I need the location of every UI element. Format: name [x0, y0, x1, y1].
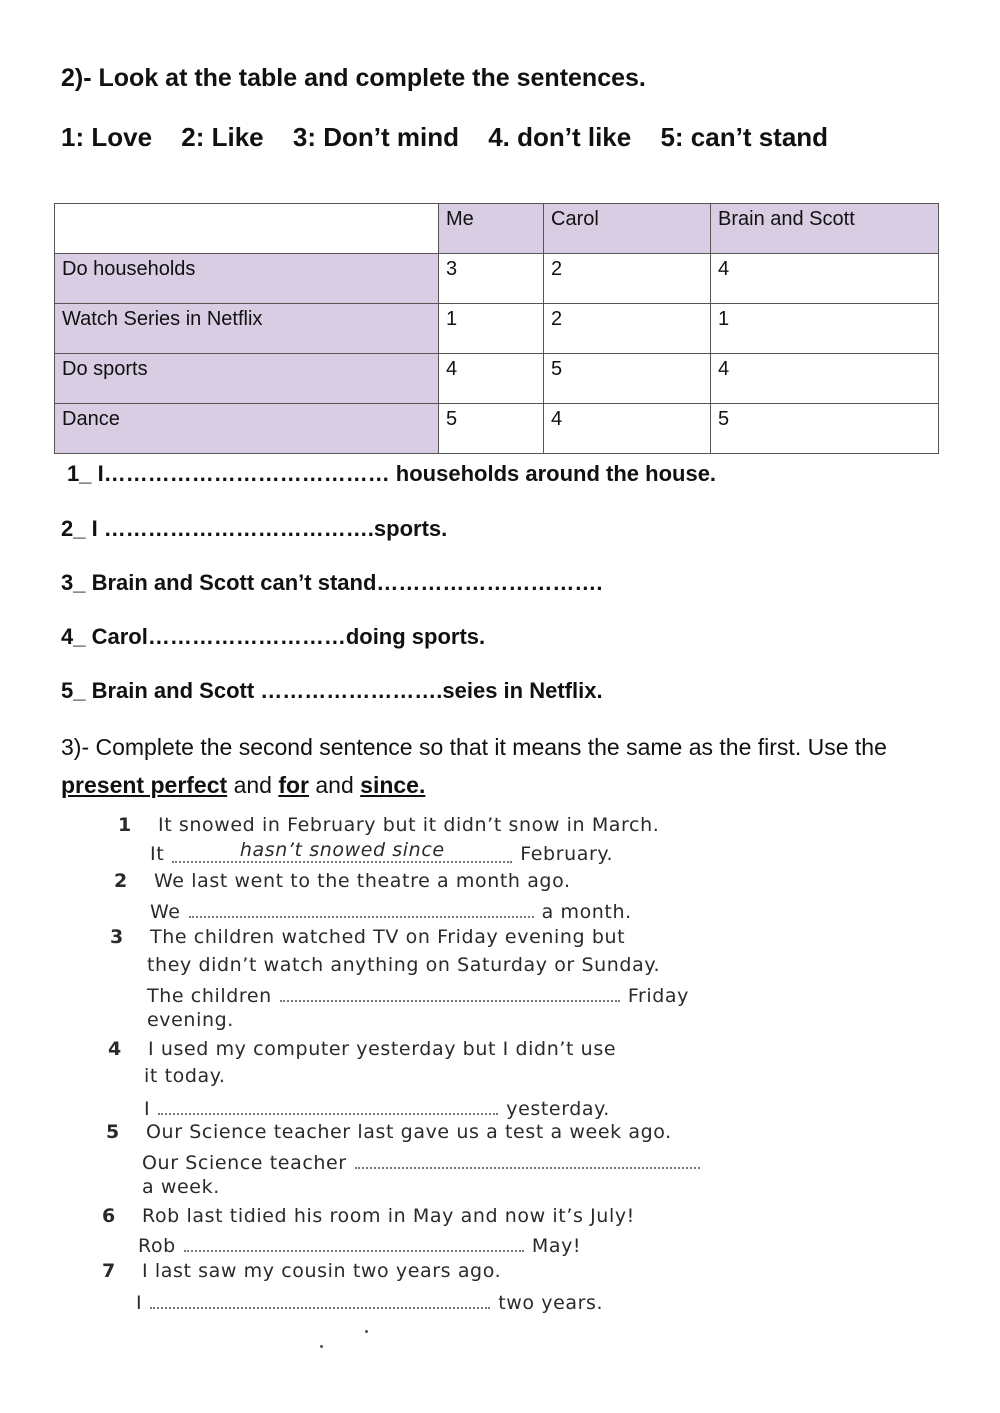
- exercise-end: Friday: [627, 985, 689, 1007]
- exercise-3-completion-cont: [147, 1009, 234, 1031]
- exercise-original: they didn’t watch anything on Saturday or Sunday.: [147, 954, 661, 976]
- table-cell: 4: [544, 404, 711, 454]
- rating-key: [61, 122, 850, 153]
- exercise-number: 4: [108, 1038, 122, 1060]
- exercise-original: The children watched TV on Friday evening but: [150, 926, 626, 948]
- exercise-7-original: [102, 1260, 501, 1282]
- exercise-original: We last went to the theatre a month ago.: [154, 870, 571, 892]
- answer-blank[interactable]: [158, 1095, 498, 1115]
- connector-and: and: [315, 772, 354, 798]
- scan-speck: [320, 1345, 323, 1348]
- exercise-2-completion: [150, 898, 632, 923]
- exercise-original: Our Science teacher last gave us a test a week ago.: [146, 1121, 672, 1143]
- exercise-start: I: [144, 1098, 151, 1120]
- exercise-number: 6: [102, 1205, 116, 1227]
- table-row: [55, 254, 939, 304]
- key-dont-like: 4. don’t like: [488, 122, 632, 152]
- table-cell: 5: [439, 404, 544, 454]
- exercise-number: 2: [114, 870, 128, 892]
- table-cell: 2: [544, 304, 711, 354]
- table-cell: 4: [711, 354, 939, 404]
- keyword-for: for: [278, 772, 309, 798]
- exercise-3-original-cont: [147, 954, 660, 976]
- answer-blank[interactable]: [280, 982, 620, 1002]
- exercise-original: Rob last tidied his room in May and now it’s July!: [142, 1205, 635, 1227]
- sentence-5: 5_ Brain and Scott …………………….seies in Netflix.: [61, 678, 603, 703]
- table-header-cell: [55, 204, 439, 254]
- exercise-start: It: [150, 843, 165, 865]
- table-cell: 1: [439, 304, 544, 354]
- table-row: [55, 304, 939, 354]
- exercise-number: 7: [102, 1260, 116, 1282]
- exercise-original: I used my computer yesterday but I didn’t use: [148, 1038, 617, 1060]
- exercise-end: a week.: [142, 1176, 220, 1198]
- exercise-5-completion-cont: [142, 1176, 220, 1198]
- key-cant-stand: 5: can’t stand: [660, 122, 829, 152]
- answer-blank[interactable]: [184, 1232, 524, 1252]
- exercise-5-original: [106, 1121, 672, 1143]
- section3-intro: 3)- Complete the second sentence so that it means the same as the first. Use the: [61, 734, 887, 760]
- exercise-end: February.: [520, 843, 614, 865]
- exercise-start: We: [150, 901, 181, 923]
- period: .: [418, 772, 426, 798]
- exercise-2-original: [114, 870, 571, 892]
- key-dont-mind: 3: Don’t mind: [292, 122, 459, 152]
- keyword-since: since: [360, 772, 419, 798]
- table-cell: 4: [439, 354, 544, 404]
- exercise-4-original-cont: [144, 1065, 226, 1087]
- exercise-5-completion: [142, 1149, 708, 1174]
- table-header-cell: Carol: [544, 204, 711, 254]
- activity-cell: Dance: [55, 404, 439, 454]
- answer-blank[interactable]: [355, 1149, 700, 1169]
- section2-heading: 2)- Look at the table and complete the sentences.: [61, 64, 646, 92]
- activity-cell: Watch Series in Netflix: [55, 304, 439, 354]
- answer-blank[interactable]: [172, 839, 512, 863]
- exercise-3-original: [110, 926, 625, 948]
- exercise-start: Our Science teacher: [142, 1152, 347, 1174]
- exercise-number: 1: [118, 814, 132, 836]
- exercise-4-original: [108, 1038, 616, 1060]
- table-header-row: [55, 204, 939, 254]
- answer-blank[interactable]: [189, 898, 534, 918]
- exercise-1-completion: [150, 839, 614, 865]
- exercise-number: 3: [110, 926, 124, 948]
- answer-text: hasn’t snowed since: [239, 839, 445, 861]
- key-love: 1: Love: [61, 122, 153, 152]
- table-row: [55, 354, 939, 404]
- connector-and: and: [233, 772, 272, 798]
- table-cell: 4: [711, 254, 939, 304]
- exercise-end: a month.: [541, 901, 632, 923]
- exercise-end: two years.: [498, 1292, 604, 1314]
- exercise-1-original: [118, 814, 659, 836]
- table-header-cell: Brain and Scott: [711, 204, 939, 254]
- exercise-start: I: [136, 1292, 143, 1314]
- exercise-6-original: [102, 1205, 635, 1227]
- exercise-6-completion: [138, 1232, 581, 1257]
- exercise-start: Rob: [138, 1235, 176, 1257]
- exercise-number: 5: [106, 1121, 120, 1143]
- table-cell: 5: [544, 354, 711, 404]
- sentence-1: 1_ I………………………………… households around the house.: [67, 461, 717, 486]
- sentence-2: 2_ I ……………………………….sports.: [61, 516, 448, 541]
- sentence-4: 4_ Carol………………………doing sports.: [61, 624, 486, 649]
- exercise-3-completion: [147, 982, 689, 1007]
- activity-cell: Do households: [55, 254, 439, 304]
- exercise-7-completion: [136, 1289, 603, 1314]
- section3-instructions: [61, 728, 941, 804]
- keyword-present-perfect: present perfect: [61, 772, 228, 798]
- exercise-4-completion: [144, 1095, 610, 1120]
- exercise-original: I last saw my cousin two years ago.: [142, 1260, 502, 1282]
- preferences-table: [54, 203, 939, 454]
- table-cell: 5: [711, 404, 939, 454]
- key-like: 2: Like: [181, 122, 264, 152]
- answer-blank[interactable]: [150, 1289, 490, 1309]
- table-cell: 3: [439, 254, 544, 304]
- scan-speck: [365, 1330, 368, 1333]
- activity-cell: Do sports: [55, 354, 439, 404]
- table-cell: 2: [544, 254, 711, 304]
- table-cell: 1: [711, 304, 939, 354]
- exercise-start: The children: [147, 985, 272, 1007]
- exercise-end: yesterday.: [506, 1098, 610, 1120]
- table-row: [55, 404, 939, 454]
- sentence-3: 3_ Brain and Scott can’t stand………………………….: [61, 570, 603, 595]
- exercise-end: evening.: [147, 1009, 234, 1031]
- exercise-original: It snowed in February but it didn’t snow in March.: [158, 814, 660, 836]
- table-header-cell: Me: [439, 204, 544, 254]
- exercise-end: May!: [531, 1235, 582, 1257]
- exercise-original: it today.: [144, 1065, 226, 1087]
